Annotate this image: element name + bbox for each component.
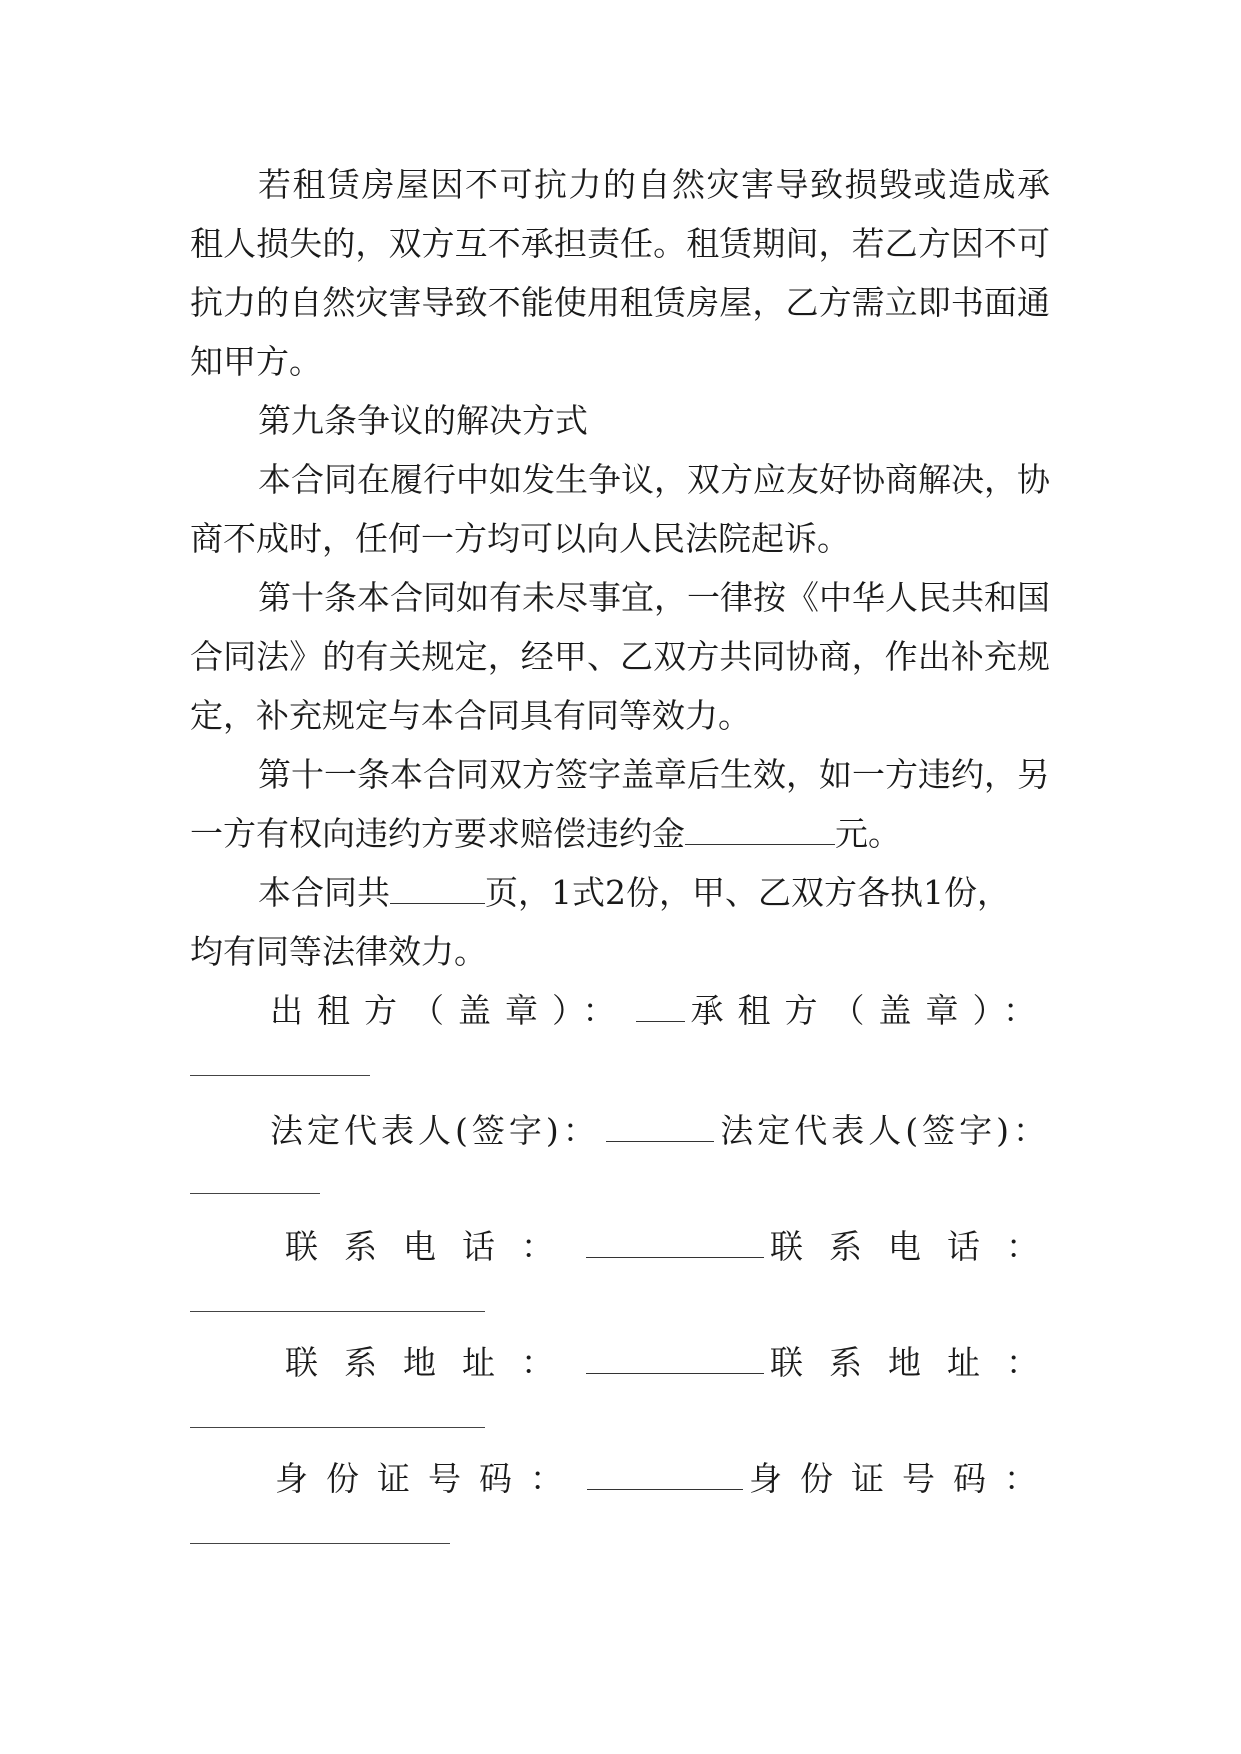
paragraph-text: 页，1式2份，甲、乙双方各执1份， bbox=[485, 873, 1010, 912]
lessor-seal-field[interactable] bbox=[636, 995, 685, 1022]
lessor-phone-label: 联系电话： bbox=[285, 1227, 580, 1266]
paragraph-line: 合同法》的有关规定，经甲、乙双方共同协商，作出补充规 bbox=[190, 637, 1050, 676]
lessee-phone-field[interactable] bbox=[190, 1311, 485, 1312]
paragraph-text: 一方有权向违约方要求赔偿违约金 bbox=[190, 814, 685, 853]
paragraph-line: 若租赁房屋因不可抗力的自然灾害导致损毁或造成承 bbox=[258, 165, 1050, 204]
lessor-id-field[interactable] bbox=[587, 1463, 743, 1490]
signature-row-lessor bbox=[270, 991, 1050, 1031]
lessor-phone-field[interactable] bbox=[586, 1231, 764, 1258]
lessee-id-field[interactable] bbox=[190, 1543, 450, 1544]
paragraph-line: 均有同等法律效力。 bbox=[190, 932, 487, 971]
lessee-address-field[interactable] bbox=[190, 1427, 485, 1428]
paragraph-line bbox=[258, 873, 1050, 913]
paragraph-line: 定，补充规定与本合同具有同等效力。 bbox=[190, 696, 751, 735]
lessee-seal-field[interactable] bbox=[190, 1075, 370, 1076]
signature-row-id-number bbox=[275, 1459, 1055, 1499]
penalty-amount-blank[interactable] bbox=[685, 818, 835, 845]
section-heading: 第九条争议的解决方式 bbox=[258, 401, 588, 440]
paragraph-text: 元。 bbox=[835, 814, 901, 853]
paragraph-line: 知甲方。 bbox=[190, 342, 322, 381]
paragraph-text: 本合同共 bbox=[258, 873, 390, 912]
lessor-representative-field[interactable] bbox=[606, 1115, 715, 1142]
lessor-address-label: 联系地址： bbox=[285, 1343, 580, 1382]
lessee-representative-field[interactable] bbox=[190, 1193, 320, 1194]
paragraph-line: 本合同在履行中如发生争议，双方应友好协商解决，协 bbox=[258, 460, 1050, 499]
lessee-id-label: 身份证号码： bbox=[749, 1459, 1055, 1498]
lessor-seal-label: 出租方（盖章）： bbox=[270, 991, 630, 1030]
paragraph-line: 租人损失的，双方互不承担责任。租赁期间，若乙方因不可 bbox=[190, 224, 1050, 263]
paragraph-line: 商不成时，任何一方均可以向人民法院起诉。 bbox=[190, 519, 850, 558]
paragraph-line bbox=[190, 814, 1050, 854]
paragraph-line: 第十一条本合同双方签字盖章后生效，如一方违约，另 bbox=[258, 755, 1050, 794]
lessor-id-label: 身份证号码： bbox=[275, 1459, 581, 1498]
paragraph-line: 第十条本合同如有未尽事宜，一律按《中华人民共和国 bbox=[258, 578, 1050, 617]
lessor-address-field[interactable] bbox=[586, 1347, 764, 1374]
page-count-blank[interactable] bbox=[390, 877, 485, 904]
lessee-representative-label: 法定代表人(签字)： bbox=[720, 1111, 1050, 1150]
signature-row-representative bbox=[270, 1111, 1050, 1151]
signature-row-address bbox=[285, 1343, 1065, 1383]
lessee-seal-label: 承租方（盖章）： bbox=[690, 991, 1050, 1030]
paragraph-line: 抗力的自然灾害导致不能使用租赁房屋，乙方需立即书面通 bbox=[190, 283, 1050, 322]
signature-row-phone bbox=[285, 1227, 1065, 1267]
lessee-address-label: 联系地址： bbox=[770, 1343, 1065, 1382]
lessor-representative-label: 法定代表人(签字)： bbox=[270, 1111, 600, 1150]
lessee-phone-label: 联系电话： bbox=[770, 1227, 1065, 1266]
